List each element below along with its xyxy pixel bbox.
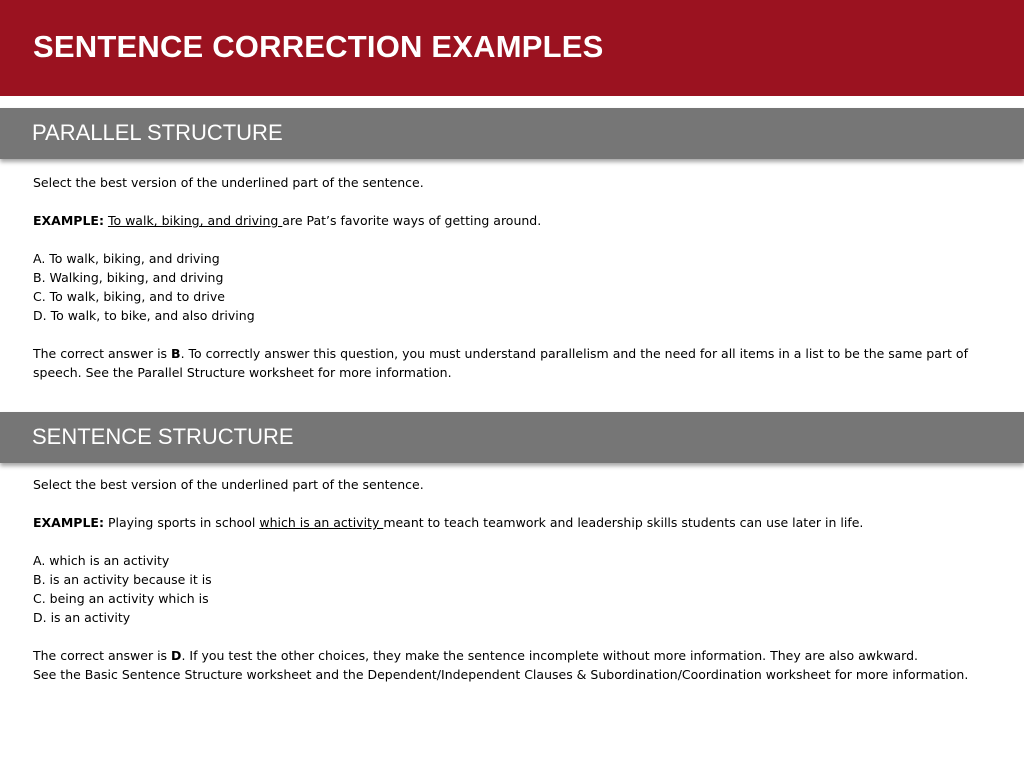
option-b: B. is an activity because it is bbox=[33, 572, 212, 587]
answer-explanation bbox=[33, 344, 993, 382]
spacer bbox=[33, 325, 993, 344]
answer-detail: . If you test the other choices, they make the sentence incomplete without more information. They are also awkward. bbox=[181, 648, 918, 663]
answer-letter: D bbox=[171, 648, 182, 663]
option-a: A. which is an activity bbox=[33, 553, 170, 568]
example-underlined-text: which is an activity bbox=[259, 515, 384, 530]
answer-reference: See the Basic Sentence Structure worksheet and the Dependent/Independent Clauses & Subordination/Coordination worksheet for more information. bbox=[33, 667, 969, 682]
spacer bbox=[33, 230, 993, 249]
spacer bbox=[33, 627, 993, 646]
section-body-sentence-structure bbox=[33, 475, 993, 684]
answer-prefix: The correct answer is bbox=[33, 648, 172, 663]
option-c: C. To walk, biking, and to drive bbox=[33, 289, 225, 304]
spacer bbox=[33, 192, 993, 211]
option-a: A. To walk, biking, and driving bbox=[33, 251, 220, 266]
example-text-after: meant to teach teamwork and leadership skills students can use later in life. bbox=[383, 515, 864, 530]
section-heading: PARALLEL STRUCTURE bbox=[32, 120, 283, 145]
example-text-before: Playing sports in school bbox=[103, 515, 260, 530]
answer-letter: B bbox=[171, 346, 181, 361]
example-label: EXAMPLE: bbox=[33, 515, 104, 530]
option-d: D. To walk, to bike, and also driving bbox=[33, 308, 255, 323]
page-title: SENTENCE CORRECTION EXAMPLES bbox=[33, 29, 604, 64]
example-sentence bbox=[33, 211, 993, 230]
instruction-text: Select the best version of the underlined part of the sentence. bbox=[33, 477, 424, 492]
option-b: B. Walking, biking, and driving bbox=[33, 270, 224, 285]
title-banner bbox=[0, 0, 1024, 96]
option-d: D. is an activity bbox=[33, 610, 131, 625]
option-c: C. being an activity which is bbox=[33, 591, 209, 606]
example-text-after: are Pat’s favorite ways of getting around. bbox=[282, 213, 542, 228]
instruction-text: Select the best version of the underlined part of the sentence. bbox=[33, 175, 424, 190]
answer-explanation bbox=[33, 646, 993, 665]
answer-prefix: The correct answer is bbox=[33, 346, 172, 361]
section-header-sentence-structure bbox=[0, 412, 1024, 463]
spacer bbox=[33, 532, 993, 551]
section-heading: SENTENCE STRUCTURE bbox=[32, 424, 294, 449]
section-header-parallel-structure bbox=[0, 108, 1024, 159]
example-sentence bbox=[33, 513, 993, 532]
section-body-parallel-structure bbox=[33, 173, 993, 382]
spacer bbox=[33, 494, 993, 513]
answer-detail: . To correctly answer this question, you must understand parallelism and the need for all items in a list to be the same part of speech. See the Parallel Structure worksheet for more information. bbox=[33, 346, 968, 380]
example-label: EXAMPLE: bbox=[33, 213, 104, 228]
example-underlined-text: To walk, biking, and driving bbox=[107, 213, 283, 228]
